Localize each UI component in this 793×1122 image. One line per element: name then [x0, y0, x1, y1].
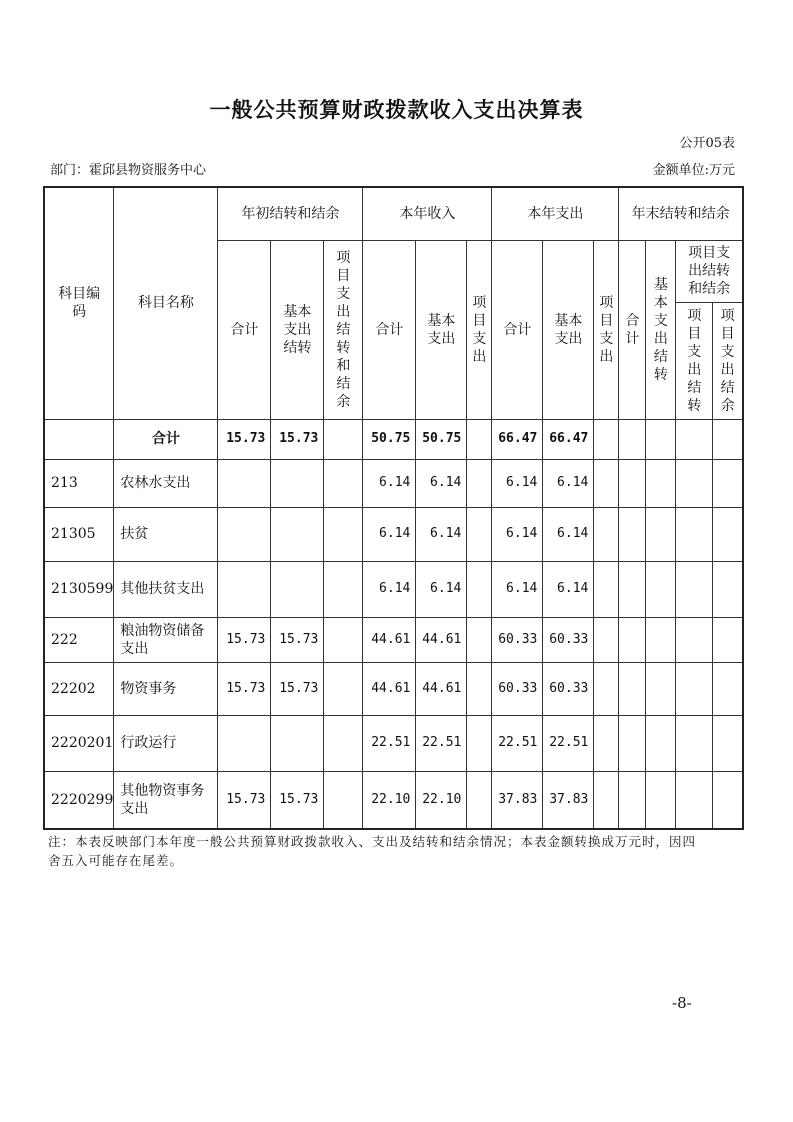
cell-value — [218, 507, 271, 561]
header-opening-project: 项目支出结转和结余 — [324, 240, 363, 419]
cell-value — [324, 419, 363, 459]
cell-name: 扶贫 — [114, 507, 218, 561]
cell-value — [271, 561, 324, 617]
cell-value — [646, 507, 676, 561]
cell-value — [713, 561, 743, 617]
cell-value — [646, 715, 676, 771]
cell-value: 22.51 — [543, 715, 594, 771]
cell-value: 6.14 — [492, 459, 543, 507]
cell-value — [646, 419, 676, 459]
cell-value: 6.14 — [416, 561, 467, 617]
cell-value — [324, 771, 363, 829]
cell-value: 44.61 — [363, 662, 416, 715]
cell-value — [594, 715, 619, 771]
cell-code: 21305 — [44, 507, 114, 561]
cell-value — [467, 561, 492, 617]
cell-name: 行政运行 — [114, 715, 218, 771]
cell-value — [676, 715, 713, 771]
cell-value — [594, 662, 619, 715]
cell-value — [713, 617, 743, 662]
table-row — [44, 561, 743, 617]
cell-value — [467, 507, 492, 561]
cell-value — [594, 419, 619, 459]
cell-value — [324, 459, 363, 507]
cell-value — [676, 662, 713, 715]
cell-value: 44.61 — [416, 617, 467, 662]
cell-value — [324, 561, 363, 617]
cell-name: 其他扶贫支出 — [114, 561, 218, 617]
cell-value: 15.73 — [271, 617, 324, 662]
cell-value — [646, 617, 676, 662]
cell-code: 22202 — [44, 662, 114, 715]
header-closing-project-group: 项目支出结转和结余 — [676, 240, 743, 302]
cell-value: 66.47 — [492, 419, 543, 459]
cell-name: 农林水支出 — [114, 459, 218, 507]
cell-value — [619, 507, 646, 561]
header-closing-total: 合计 — [619, 240, 646, 419]
cell-value — [676, 617, 713, 662]
cell-value: 6.14 — [543, 561, 594, 617]
header-opening-total: 合计 — [218, 240, 271, 419]
cell-value — [646, 561, 676, 617]
header-income-basic: 基本支出 — [416, 240, 467, 419]
cell-value: 6.14 — [363, 507, 416, 561]
cell-value — [646, 771, 676, 829]
cell-value — [676, 561, 713, 617]
cell-code — [44, 419, 114, 459]
header-closing-project-carry: 项目支出结转 — [676, 302, 713, 419]
cell-value — [676, 459, 713, 507]
header-income-project: 项目支出 — [467, 240, 492, 419]
department-label: 部门：霍邱县物资服务中心 — [50, 163, 207, 178]
cell-value: 6.14 — [363, 561, 416, 617]
cell-value — [594, 561, 619, 617]
cell-value: 22.51 — [416, 715, 467, 771]
cell-value: 22.10 — [416, 771, 467, 829]
cell-value — [713, 662, 743, 715]
cell-value — [218, 459, 271, 507]
cell-value — [324, 507, 363, 561]
cell-name: 物资事务 — [114, 662, 218, 715]
cell-value — [594, 459, 619, 507]
cell-value — [619, 662, 646, 715]
cell-value — [218, 561, 271, 617]
table-row — [44, 715, 743, 771]
footnote: 注：本表反映部门本年度一般公共预算财政拨款收入、支出及结转和结余情况；本表金额转换成万元时，因四舍五入可能存在尾差。 — [48, 834, 697, 868]
cell-value: 60.33 — [492, 617, 543, 662]
cell-value — [594, 507, 619, 561]
unit-label: 金额单位:万元 — [652, 163, 735, 178]
table-row — [44, 771, 743, 829]
cell-value — [619, 459, 646, 507]
header-expenditure: 本年支出 — [492, 187, 619, 240]
table-row — [44, 617, 743, 662]
page-number: -8- — [672, 994, 692, 1012]
cell-value — [713, 507, 743, 561]
cell-value: 6.14 — [416, 459, 467, 507]
header-income: 本年收入 — [363, 187, 492, 240]
cell-value — [713, 459, 743, 507]
cell-name: 粮油物资储备支出 — [114, 617, 218, 662]
cell-value — [324, 662, 363, 715]
cell-value: 15.73 — [218, 771, 271, 829]
cell-value — [324, 617, 363, 662]
cell-value — [467, 617, 492, 662]
cell-value: 6.14 — [543, 507, 594, 561]
cell-value — [676, 419, 713, 459]
page-title: 一般公共预算财政拨款收入支出决算表 — [209, 97, 584, 122]
cell-value: 6.14 — [543, 459, 594, 507]
cell-value — [713, 419, 743, 459]
table-row — [44, 419, 743, 459]
cell-value — [713, 771, 743, 829]
cell-value: 6.14 — [492, 561, 543, 617]
cell-code: 213 — [44, 459, 114, 507]
cell-value: 15.73 — [218, 617, 271, 662]
cell-value — [467, 459, 492, 507]
header-exp-basic: 基本支出 — [543, 240, 594, 419]
cell-value — [218, 715, 271, 771]
cell-value: 22.51 — [492, 715, 543, 771]
cell-value: 15.73 — [271, 419, 324, 459]
cell-value — [271, 459, 324, 507]
budget-table — [43, 186, 744, 830]
cell-value — [619, 715, 646, 771]
table-row — [44, 507, 743, 561]
cell-value — [271, 715, 324, 771]
cell-value — [646, 459, 676, 507]
cell-value: 44.61 — [416, 662, 467, 715]
cell-value: 44.61 — [363, 617, 416, 662]
header-exp-total: 合计 — [492, 240, 543, 419]
cell-value: 15.73 — [218, 419, 271, 459]
header-code: 科目编码 — [44, 187, 114, 419]
cell-value — [467, 662, 492, 715]
cell-name: 其他物资事务支出 — [114, 771, 218, 829]
header-opening-basic: 基本支出结转 — [271, 240, 324, 419]
form-number: 公开05表 — [679, 136, 735, 151]
cell-value — [467, 771, 492, 829]
cell-value: 6.14 — [492, 507, 543, 561]
cell-code: 2220201 — [44, 715, 114, 771]
cell-value — [713, 715, 743, 771]
cell-value: 6.14 — [363, 459, 416, 507]
header-income-total: 合计 — [363, 240, 416, 419]
table-row — [44, 459, 743, 507]
cell-value — [619, 617, 646, 662]
cell-value: 15.73 — [271, 662, 324, 715]
header-closing-balance: 年末结转和结余 — [619, 187, 743, 240]
cell-value — [324, 715, 363, 771]
header-closing-project-balance: 项目支出结余 — [713, 302, 743, 419]
cell-code: 2130599 — [44, 561, 114, 617]
cell-value: 60.33 — [492, 662, 543, 715]
cell-name: 合计 — [114, 419, 218, 459]
cell-value — [619, 419, 646, 459]
cell-value: 50.75 — [363, 419, 416, 459]
cell-value: 60.33 — [543, 617, 594, 662]
cell-value: 22.10 — [363, 771, 416, 829]
header-closing-basic: 基本支出结转 — [646, 240, 676, 419]
cell-value: 37.83 — [543, 771, 594, 829]
cell-value: 50.75 — [416, 419, 467, 459]
cell-value — [467, 715, 492, 771]
cell-value: 6.14 — [416, 507, 467, 561]
cell-value: 22.51 — [363, 715, 416, 771]
cell-value — [594, 771, 619, 829]
header-opening-balance: 年初结转和结余 — [218, 187, 363, 240]
cell-value — [619, 561, 646, 617]
cell-value — [619, 771, 646, 829]
cell-value — [676, 507, 713, 561]
cell-value — [271, 507, 324, 561]
table-row — [44, 662, 743, 715]
cell-value: 60.33 — [543, 662, 594, 715]
cell-value: 37.83 — [492, 771, 543, 829]
header-name: 科目名称 — [114, 187, 218, 419]
cell-value — [467, 419, 492, 459]
cell-value — [594, 617, 619, 662]
cell-value — [676, 771, 713, 829]
cell-value: 15.73 — [271, 771, 324, 829]
header-exp-project: 项目支出 — [594, 240, 619, 419]
cell-value: 15.73 — [218, 662, 271, 715]
cell-code: 222 — [44, 617, 114, 662]
cell-value: 66.47 — [543, 419, 594, 459]
cell-code: 2220299 — [44, 771, 114, 829]
cell-value — [646, 662, 676, 715]
